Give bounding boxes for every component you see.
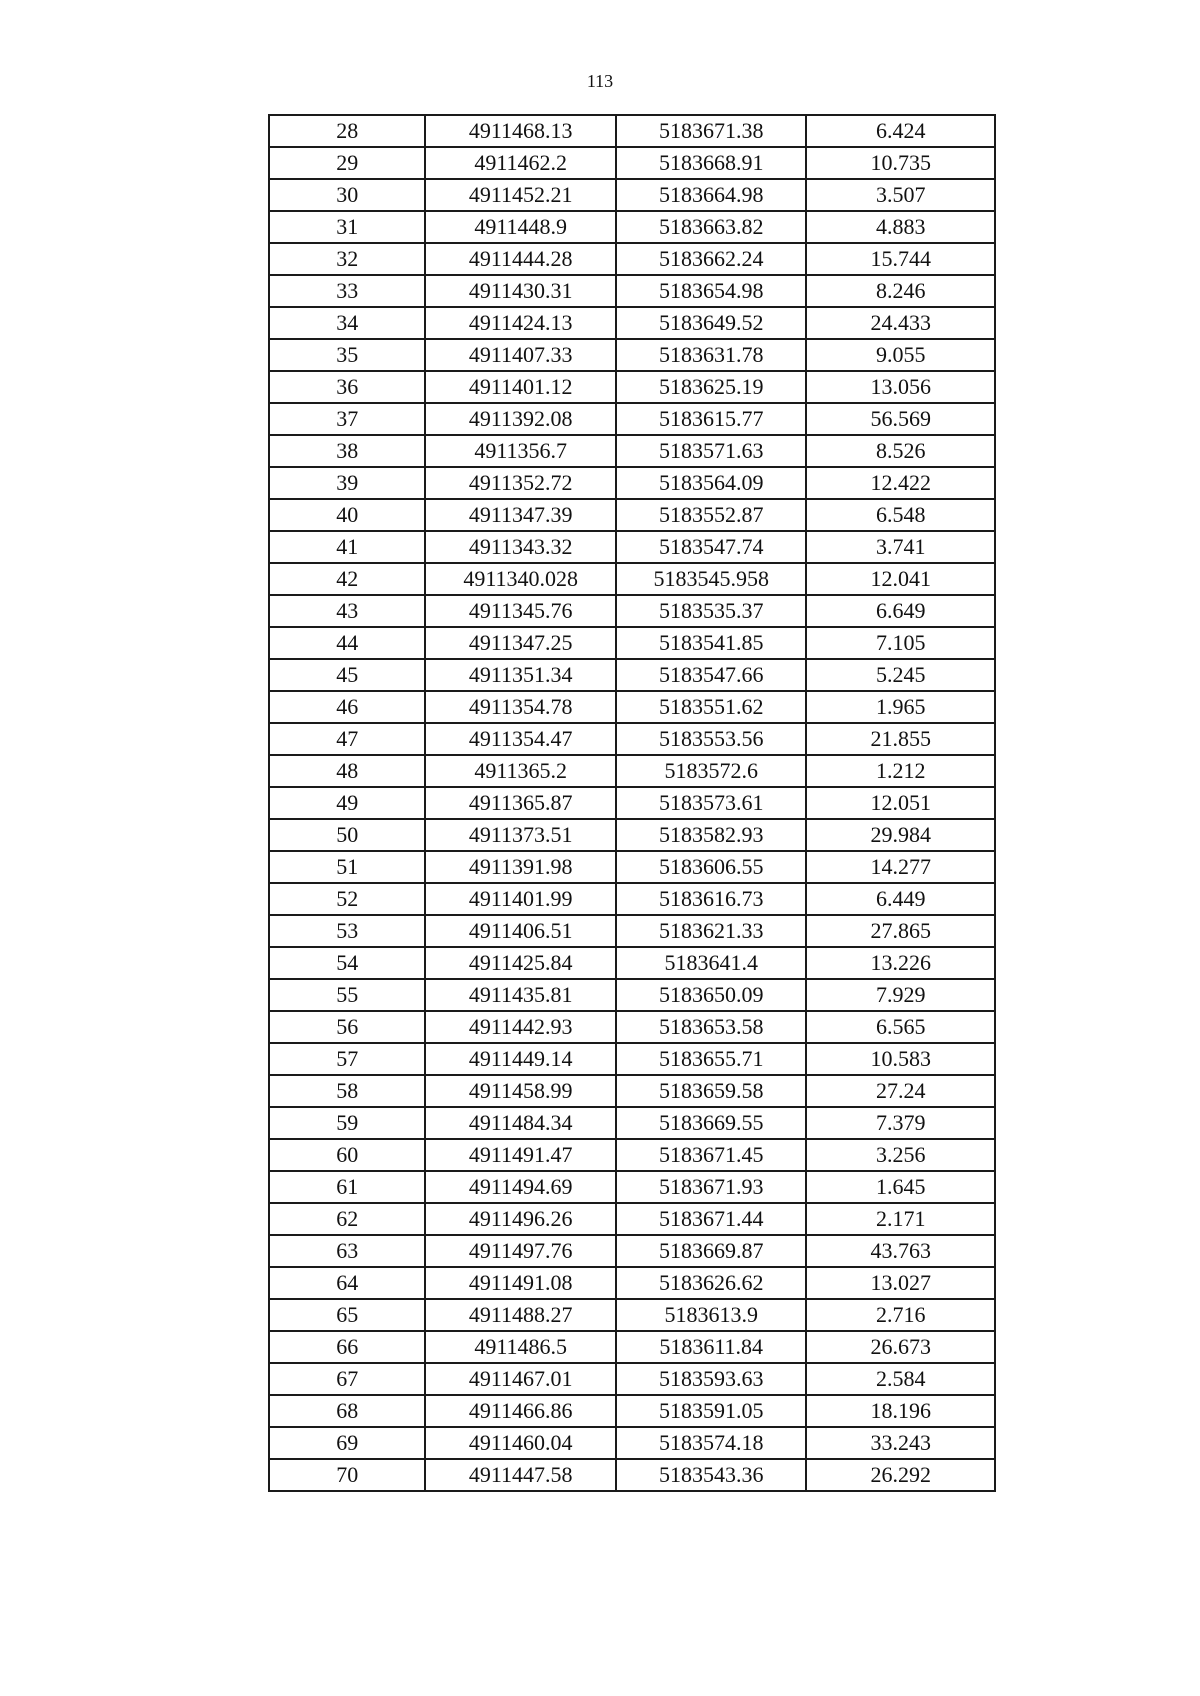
- x-coordinate-cell: 4911452.21: [425, 179, 616, 211]
- distance-cell: 1.645: [806, 1171, 995, 1203]
- table-row: [269, 1267, 995, 1299]
- table-row: [269, 1171, 995, 1203]
- y-coordinate-cell: 5183671.45: [616, 1139, 807, 1171]
- x-coordinate-cell: 4911351.34: [425, 659, 616, 691]
- y-coordinate-cell: 5183573.61: [616, 787, 807, 819]
- distance-cell: 7.105: [806, 627, 995, 659]
- distance-cell: 26.292: [806, 1459, 995, 1491]
- table-row: [269, 531, 995, 563]
- table-row: [269, 403, 995, 435]
- point-number-cell: 60: [269, 1139, 425, 1171]
- point-number-cell: 36: [269, 371, 425, 403]
- y-coordinate-cell: 5183655.71: [616, 1043, 807, 1075]
- x-coordinate-cell: 4911435.81: [425, 979, 616, 1011]
- table-row: [269, 1235, 995, 1267]
- table-row: [269, 787, 995, 819]
- table-row: [269, 659, 995, 691]
- point-number-cell: 29: [269, 147, 425, 179]
- point-number-cell: 63: [269, 1235, 425, 1267]
- distance-cell: 9.055: [806, 339, 995, 371]
- distance-cell: 6.449: [806, 883, 995, 915]
- point-number-cell: 69: [269, 1427, 425, 1459]
- point-number-cell: 54: [269, 947, 425, 979]
- distance-cell: 12.051: [806, 787, 995, 819]
- distance-cell: 13.226: [806, 947, 995, 979]
- x-coordinate-cell: 4911392.08: [425, 403, 616, 435]
- y-coordinate-cell: 5183650.09: [616, 979, 807, 1011]
- distance-cell: 21.855: [806, 723, 995, 755]
- y-coordinate-cell: 5183541.85: [616, 627, 807, 659]
- x-coordinate-cell: 4911347.25: [425, 627, 616, 659]
- table-row: [269, 147, 995, 179]
- y-coordinate-cell: 5183572.6: [616, 755, 807, 787]
- y-coordinate-cell: 5183552.87: [616, 499, 807, 531]
- distance-cell: 5.245: [806, 659, 995, 691]
- point-number-cell: 33: [269, 275, 425, 307]
- point-number-cell: 28: [269, 115, 425, 147]
- table-row: [269, 755, 995, 787]
- y-coordinate-cell: 5183571.63: [616, 435, 807, 467]
- table-row: [269, 979, 995, 1011]
- point-number-cell: 70: [269, 1459, 425, 1491]
- distance-cell: 14.277: [806, 851, 995, 883]
- point-number-cell: 46: [269, 691, 425, 723]
- distance-cell: 6.649: [806, 595, 995, 627]
- y-coordinate-cell: 5183631.78: [616, 339, 807, 371]
- y-coordinate-cell: 5183621.33: [616, 915, 807, 947]
- table-row: [269, 1075, 995, 1107]
- point-number-cell: 38: [269, 435, 425, 467]
- y-coordinate-cell: 5183659.58: [616, 1075, 807, 1107]
- distance-cell: 26.673: [806, 1331, 995, 1363]
- table-row: [269, 883, 995, 915]
- y-coordinate-cell: 5183613.9: [616, 1299, 807, 1331]
- x-coordinate-cell: 4911497.76: [425, 1235, 616, 1267]
- x-coordinate-cell: 4911468.13: [425, 115, 616, 147]
- x-coordinate-cell: 4911486.5: [425, 1331, 616, 1363]
- x-coordinate-cell: 4911401.12: [425, 371, 616, 403]
- table-row: [269, 851, 995, 883]
- x-coordinate-cell: 4911347.39: [425, 499, 616, 531]
- distance-cell: 7.379: [806, 1107, 995, 1139]
- x-coordinate-cell: 4911391.98: [425, 851, 616, 883]
- x-coordinate-cell: 4911365.87: [425, 787, 616, 819]
- y-coordinate-cell: 5183616.73: [616, 883, 807, 915]
- x-coordinate-cell: 4911354.78: [425, 691, 616, 723]
- distance-cell: 2.171: [806, 1203, 995, 1235]
- point-number-cell: 66: [269, 1331, 425, 1363]
- distance-cell: 2.716: [806, 1299, 995, 1331]
- point-number-cell: 32: [269, 243, 425, 275]
- table-row: [269, 563, 995, 595]
- x-coordinate-cell: 4911449.14: [425, 1043, 616, 1075]
- x-coordinate-cell: 4911467.01: [425, 1363, 616, 1395]
- x-coordinate-cell: 4911406.51: [425, 915, 616, 947]
- table-row: [269, 1363, 995, 1395]
- table-row: [269, 1011, 995, 1043]
- table-row: [269, 1427, 995, 1459]
- y-coordinate-cell: 5183606.55: [616, 851, 807, 883]
- table-row: [269, 1299, 995, 1331]
- y-coordinate-cell: 5183654.98: [616, 275, 807, 307]
- table-row: [269, 275, 995, 307]
- point-number-cell: 39: [269, 467, 425, 499]
- distance-cell: 1.212: [806, 755, 995, 787]
- y-coordinate-cell: 5183535.37: [616, 595, 807, 627]
- distance-cell: 12.422: [806, 467, 995, 499]
- table-row: [269, 1043, 995, 1075]
- x-coordinate-cell: 4911354.47: [425, 723, 616, 755]
- y-coordinate-cell: 5183615.77: [616, 403, 807, 435]
- point-number-cell: 37: [269, 403, 425, 435]
- distance-cell: 8.526: [806, 435, 995, 467]
- x-coordinate-cell: 4911444.28: [425, 243, 616, 275]
- distance-cell: 3.256: [806, 1139, 995, 1171]
- x-coordinate-cell: 4911466.86: [425, 1395, 616, 1427]
- distance-cell: 12.041: [806, 563, 995, 595]
- point-number-cell: 40: [269, 499, 425, 531]
- distance-cell: 10.735: [806, 147, 995, 179]
- distance-cell: 27.865: [806, 915, 995, 947]
- table-row: [269, 371, 995, 403]
- x-coordinate-cell: 4911407.33: [425, 339, 616, 371]
- table-row: [269, 947, 995, 979]
- distance-cell: 4.883: [806, 211, 995, 243]
- y-coordinate-cell: 5183669.87: [616, 1235, 807, 1267]
- distance-cell: 7.929: [806, 979, 995, 1011]
- table-row: [269, 1459, 995, 1491]
- point-number-cell: 31: [269, 211, 425, 243]
- x-coordinate-cell: 4911365.2: [425, 755, 616, 787]
- table-row: [269, 1331, 995, 1363]
- x-coordinate-cell: 4911425.84: [425, 947, 616, 979]
- point-number-cell: 50: [269, 819, 425, 851]
- y-coordinate-cell: 5183649.52: [616, 307, 807, 339]
- y-coordinate-cell: 5183671.38: [616, 115, 807, 147]
- y-coordinate-cell: 5183669.55: [616, 1107, 807, 1139]
- y-coordinate-cell: 5183671.93: [616, 1171, 807, 1203]
- point-number-cell: 47: [269, 723, 425, 755]
- table-row: [269, 915, 995, 947]
- table-row: [269, 467, 995, 499]
- x-coordinate-cell: 4911401.99: [425, 883, 616, 915]
- table-row: [269, 179, 995, 211]
- x-coordinate-cell: 4911373.51: [425, 819, 616, 851]
- x-coordinate-cell: 4911430.31: [425, 275, 616, 307]
- point-number-cell: 55: [269, 979, 425, 1011]
- y-coordinate-cell: 5183564.09: [616, 467, 807, 499]
- point-number-cell: 45: [269, 659, 425, 691]
- y-coordinate-cell: 5183543.36: [616, 1459, 807, 1491]
- point-number-cell: 44: [269, 627, 425, 659]
- y-coordinate-cell: 5183625.19: [616, 371, 807, 403]
- y-coordinate-cell: 5183591.05: [616, 1395, 807, 1427]
- table-row: [269, 723, 995, 755]
- x-coordinate-cell: 4911491.47: [425, 1139, 616, 1171]
- x-coordinate-cell: 4911496.26: [425, 1203, 616, 1235]
- table-row: [269, 339, 995, 371]
- table-row: [269, 691, 995, 723]
- table-row: [269, 499, 995, 531]
- point-number-cell: 62: [269, 1203, 425, 1235]
- distance-cell: 13.056: [806, 371, 995, 403]
- x-coordinate-cell: 4911447.58: [425, 1459, 616, 1491]
- point-number-cell: 53: [269, 915, 425, 947]
- table-row: [269, 1395, 995, 1427]
- y-coordinate-cell: 5183611.84: [616, 1331, 807, 1363]
- y-coordinate-cell: 5183547.66: [616, 659, 807, 691]
- point-number-cell: 59: [269, 1107, 425, 1139]
- point-number-cell: 43: [269, 595, 425, 627]
- table-row: [269, 115, 995, 147]
- y-coordinate-cell: 5183668.91: [616, 147, 807, 179]
- point-number-cell: 41: [269, 531, 425, 563]
- point-number-cell: 35: [269, 339, 425, 371]
- y-coordinate-cell: 5183663.82: [616, 211, 807, 243]
- table-row: [269, 595, 995, 627]
- table-row: [269, 1107, 995, 1139]
- distance-cell: 27.24: [806, 1075, 995, 1107]
- point-number-cell: 64: [269, 1267, 425, 1299]
- distance-cell: 43.763: [806, 1235, 995, 1267]
- distance-cell: 6.548: [806, 499, 995, 531]
- table-row: [269, 627, 995, 659]
- distance-cell: 1.965: [806, 691, 995, 723]
- y-coordinate-cell: 5183671.44: [616, 1203, 807, 1235]
- point-number-cell: 34: [269, 307, 425, 339]
- x-coordinate-cell: 4911488.27: [425, 1299, 616, 1331]
- point-number-cell: 52: [269, 883, 425, 915]
- point-number-cell: 61: [269, 1171, 425, 1203]
- x-coordinate-cell: 4911462.2: [425, 147, 616, 179]
- table-row: [269, 243, 995, 275]
- distance-cell: 13.027: [806, 1267, 995, 1299]
- y-coordinate-cell: 5183641.4: [616, 947, 807, 979]
- point-number-cell: 56: [269, 1011, 425, 1043]
- distance-cell: 3.507: [806, 179, 995, 211]
- x-coordinate-cell: 4911343.32: [425, 531, 616, 563]
- x-coordinate-cell: 4911442.93: [425, 1011, 616, 1043]
- x-coordinate-cell: 4911460.04: [425, 1427, 616, 1459]
- distance-cell: 24.433: [806, 307, 995, 339]
- y-coordinate-cell: 5183653.58: [616, 1011, 807, 1043]
- page-number: 113: [586, 71, 614, 91]
- x-coordinate-cell: 4911424.13: [425, 307, 616, 339]
- point-number-cell: 68: [269, 1395, 425, 1427]
- x-coordinate-cell: 4911352.72: [425, 467, 616, 499]
- table-row: [269, 211, 995, 243]
- x-coordinate-cell: 4911458.99: [425, 1075, 616, 1107]
- x-coordinate-cell: 4911448.9: [425, 211, 616, 243]
- point-number-cell: 48: [269, 755, 425, 787]
- point-number-cell: 65: [269, 1299, 425, 1331]
- point-number-cell: 67: [269, 1363, 425, 1395]
- distance-cell: 6.565: [806, 1011, 995, 1043]
- table-row: [269, 307, 995, 339]
- point-number-cell: 57: [269, 1043, 425, 1075]
- distance-cell: 8.246: [806, 275, 995, 307]
- point-number-cell: 51: [269, 851, 425, 883]
- y-coordinate-cell: 5183593.63: [616, 1363, 807, 1395]
- y-coordinate-cell: 5183547.74: [616, 531, 807, 563]
- table-row: [269, 1203, 995, 1235]
- distance-cell: 15.744: [806, 243, 995, 275]
- distance-cell: 33.243: [806, 1427, 995, 1459]
- point-number-cell: 49: [269, 787, 425, 819]
- distance-cell: 6.424: [806, 115, 995, 147]
- distance-cell: 29.984: [806, 819, 995, 851]
- point-number-cell: 58: [269, 1075, 425, 1107]
- x-coordinate-cell: 4911491.08: [425, 1267, 616, 1299]
- distance-cell: 18.196: [806, 1395, 995, 1427]
- point-number-cell: 30: [269, 179, 425, 211]
- y-coordinate-cell: 5183545.958: [616, 563, 807, 595]
- y-coordinate-cell: 5183553.56: [616, 723, 807, 755]
- distance-cell: 56.569: [806, 403, 995, 435]
- coordinate-table: [268, 114, 996, 1492]
- distance-cell: 3.741: [806, 531, 995, 563]
- table-row: [269, 435, 995, 467]
- distance-cell: 10.583: [806, 1043, 995, 1075]
- coordinate-table-body: [269, 115, 995, 1491]
- table-row: [269, 1139, 995, 1171]
- table-row: [269, 819, 995, 851]
- x-coordinate-cell: 4911484.34: [425, 1107, 616, 1139]
- y-coordinate-cell: 5183626.62: [616, 1267, 807, 1299]
- y-coordinate-cell: 5183551.62: [616, 691, 807, 723]
- distance-cell: 2.584: [806, 1363, 995, 1395]
- x-coordinate-cell: 4911494.69: [425, 1171, 616, 1203]
- y-coordinate-cell: 5183664.98: [616, 179, 807, 211]
- x-coordinate-cell: 4911340.028: [425, 563, 616, 595]
- y-coordinate-cell: 5183574.18: [616, 1427, 807, 1459]
- point-number-cell: 42: [269, 563, 425, 595]
- y-coordinate-cell: 5183662.24: [616, 243, 807, 275]
- y-coordinate-cell: 5183582.93: [616, 819, 807, 851]
- x-coordinate-cell: 4911345.76: [425, 595, 616, 627]
- x-coordinate-cell: 4911356.7: [425, 435, 616, 467]
